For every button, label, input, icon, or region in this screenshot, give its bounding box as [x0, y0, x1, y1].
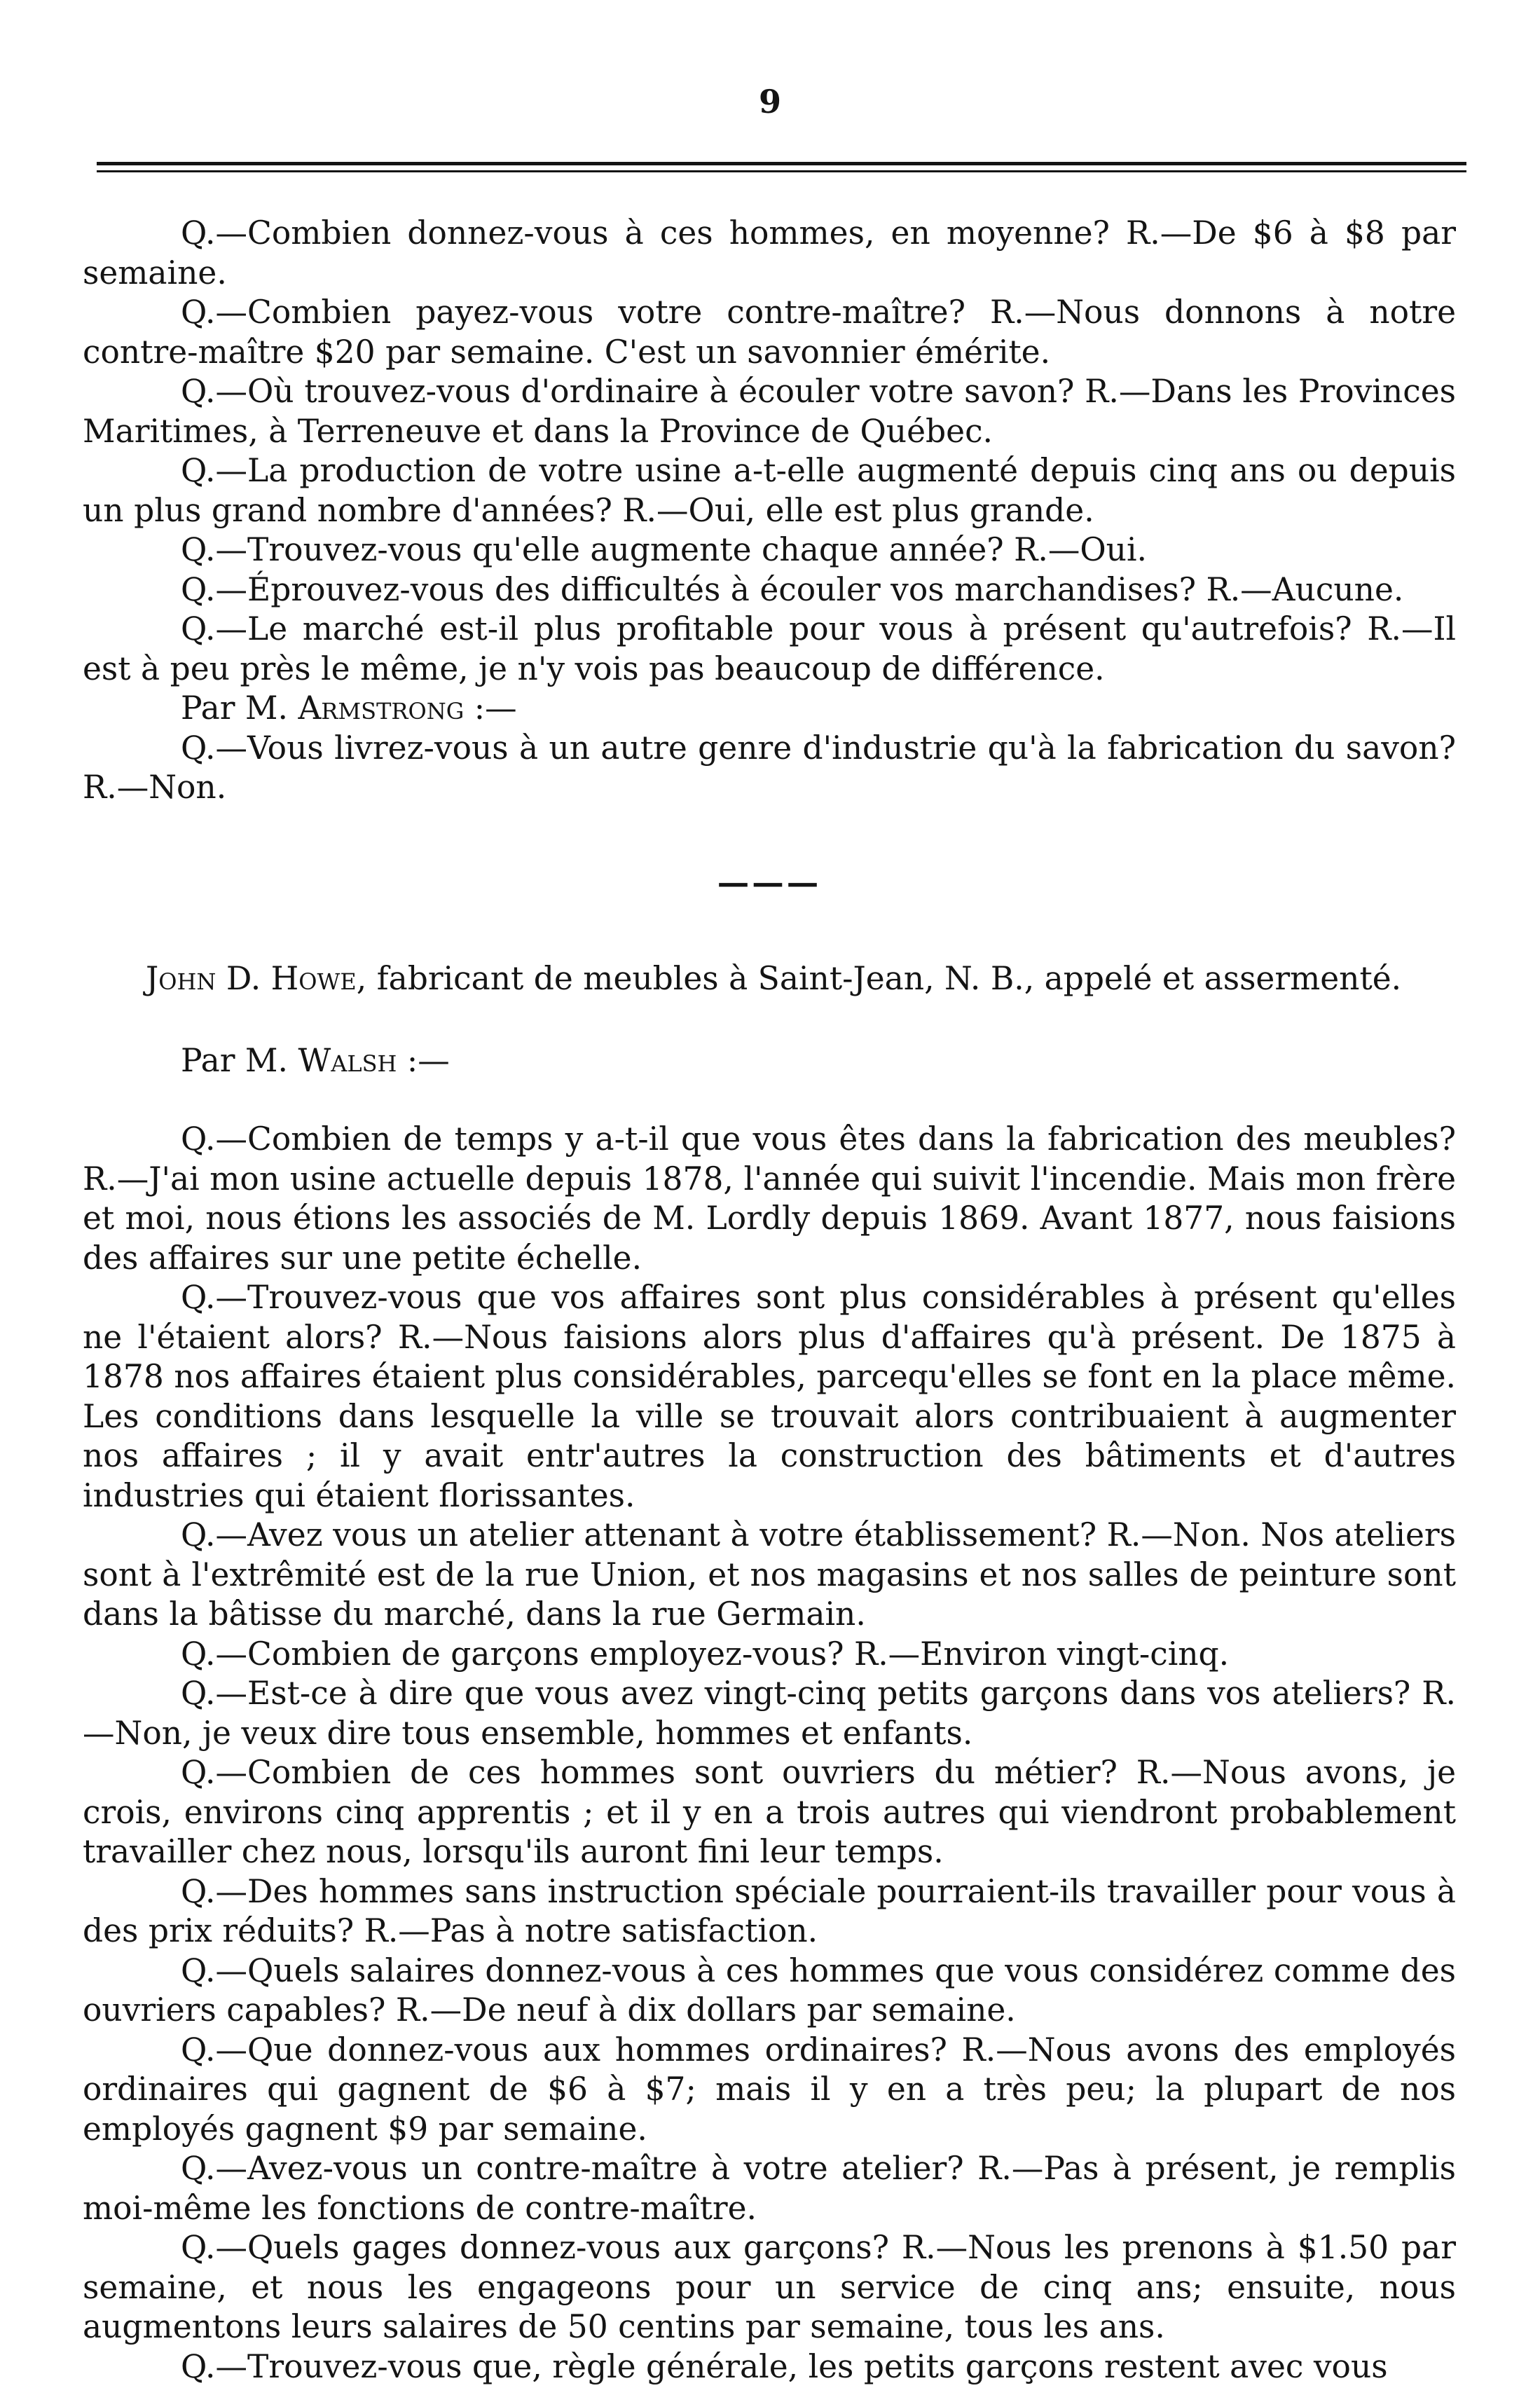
examiner-line	[83, 1041, 1456, 1081]
paragraph: Q.—Combien de ces hommes sont ouvriers du métier? R.—Nous avons, je crois, environs cinq apprentis ; et il y en a trois autres qui viendront probablement travailler chez nous, lorsqu'ils auront fini leur temps.	[83, 1754, 1456, 1870]
paragraph: Q.—Combien de temps y a-t-il que vous êtes dans la fabrication des meubles? R.—J'ai mon usine actuelle depuis 1878, l'année qui suivit l'incendie. Mais mon frère et moi, nous étions les associés de M. Lordly depuis 1869. Avant 1877, nous faisions des affaires sur une petite échelle.	[83, 1120, 1456, 1277]
paragraph: Q.—Quels gages donnez-vous aux garçons? R.—Nous les prenons à $1.50 par semaine, et nous les engageons pour un service de cinq ans; ensuite, nous augmentons leurs salaires de 50 centins par semaine, tous les ans.	[83, 2229, 1456, 2345]
paragraph: Q.—Avez vous un atelier attenant à votre établissement? R.—Non. Nos ateliers sont à l'extrêmité est de la rue Union, et nos magasins et nos salles de peinture sont dans la bâtisse du marché, dans la rue Germain.	[83, 1516, 1456, 1633]
paragraph: Q.—Vous livrez-vous à un autre genre d'industrie qu'à la fabrication du savon? R.—Non.	[83, 729, 1456, 806]
paragraph: Q.—Trouvez-vous qu'elle augmente chaque année? R.—Oui.	[181, 531, 1147, 568]
paragraph: Q.—Des hommes sans instruction spéciale pourraient-ils travailler pour vous à des prix réduits? R.—Pas à notre satisfaction.	[83, 1872, 1456, 1949]
witness-intro	[83, 959, 1456, 999]
examiner-line	[83, 689, 1456, 729]
paragraph: Q.—Quels salaires donnez-vous à ces hommes que vous considérez comme des ouvriers capables? R.—De neuf à dix dollars par semaine.	[83, 1951, 1456, 2029]
paragraph: Q.—Avez-vous un contre-maître à votre atelier? R.—Pas à présent, je remplis moi-même les fonctions de contre-maître.	[83, 2150, 1456, 2227]
witness-name: John D. Howe	[146, 960, 357, 997]
paragraph: Q.—Trouvez-vous que, règle générale, les petits garçons restent avec vous	[181, 2347, 1388, 2385]
header-rule-thin	[97, 170, 1466, 172]
examiner-prefix: Par M.	[181, 1041, 298, 1079]
paragraph: Q.—Où trouvez-vous d'ordinaire à écouler votre savon? R.—Dans les Provinces Maritimes, à Terreneuve et dans la Province de Québec.	[83, 373, 1456, 450]
witness-description: , fabricant de meubles à Saint-Jean, N. B., appelé et assermenté.	[356, 960, 1402, 997]
paragraph: Q.—Trouvez-vous que vos affaires sont plus considérables à présent qu'elles ne l'étaient alors? R.—Nous faisions alors plus d'affaires qu'à présent. De 1875 à 1878 nos affaires étaient plus considérables, parcequ'elles se font en la place même. Les conditions dans lesquelle la ville se trouvait alors contribuaient à augmenter nos affaires ; il y avait entr'autres la construction des bâtiments et d'autres industries qui étaient florissantes.	[83, 1279, 1456, 1514]
spacer	[83, 999, 1456, 1041]
examiner-suffix: :—	[464, 689, 517, 727]
header-rule-thick	[97, 162, 1466, 165]
paragraph: Q.—Que donnez-vous aux hommes ordinaires? R.—Nous avons des employés ordinaires qui gagnent de $6 à $7; mais il y en a très peu; la plupart de nos employés gagnent $9 par semaine.	[83, 2031, 1456, 2148]
examiner-prefix: Par M.	[181, 689, 298, 727]
paragraph: Q.—Le marché est-il plus profitable pour vous à présent qu'autrefois? R.—Il est à peu près le même, je n'y vois pas beaucoup de différence.	[83, 610, 1456, 687]
paragraph: Q.—La production de votre usine a-t-elle augmenté depuis cinq ans ou depuis un plus grand nombre d'années? R.—Oui, elle est plus grande.	[83, 452, 1456, 529]
examiner-name: Armstrong	[298, 689, 465, 727]
section-separator: ———	[717, 863, 822, 901]
paragraph: Q.—Éprouvez-vous des difficultés à écouler vos marchandises? R.—Aucune.	[181, 570, 1404, 608]
body-text	[83, 214, 1456, 2387]
paragraph: Q.—Combien donnez-vous à ces hommes, en moyenne? R.—De $6 à $8 par semaine.	[83, 214, 1456, 291]
paragraph: Q.—Est-ce à dire que vous avez vingt-cinq petits garçons dans vos ateliers? R.—Non, je veux dire tous ensemble, hommes et enfants.	[83, 1675, 1456, 1752]
spacer	[83, 1080, 1456, 1120]
examiner-suffix: :—	[397, 1041, 450, 1079]
paragraph: Q.—Combien de garçons employez-vous? R.—Environ vingt-cinq.	[181, 1635, 1230, 1673]
examiner-name: Walsh	[298, 1041, 397, 1079]
page-number: 9	[758, 83, 781, 121]
paragraph: Q.—Combien payez-vous votre contre-maître? R.—Nous donnons à notre contre-maître $20 par semaine. C'est un savonnier émérite.	[83, 294, 1456, 371]
